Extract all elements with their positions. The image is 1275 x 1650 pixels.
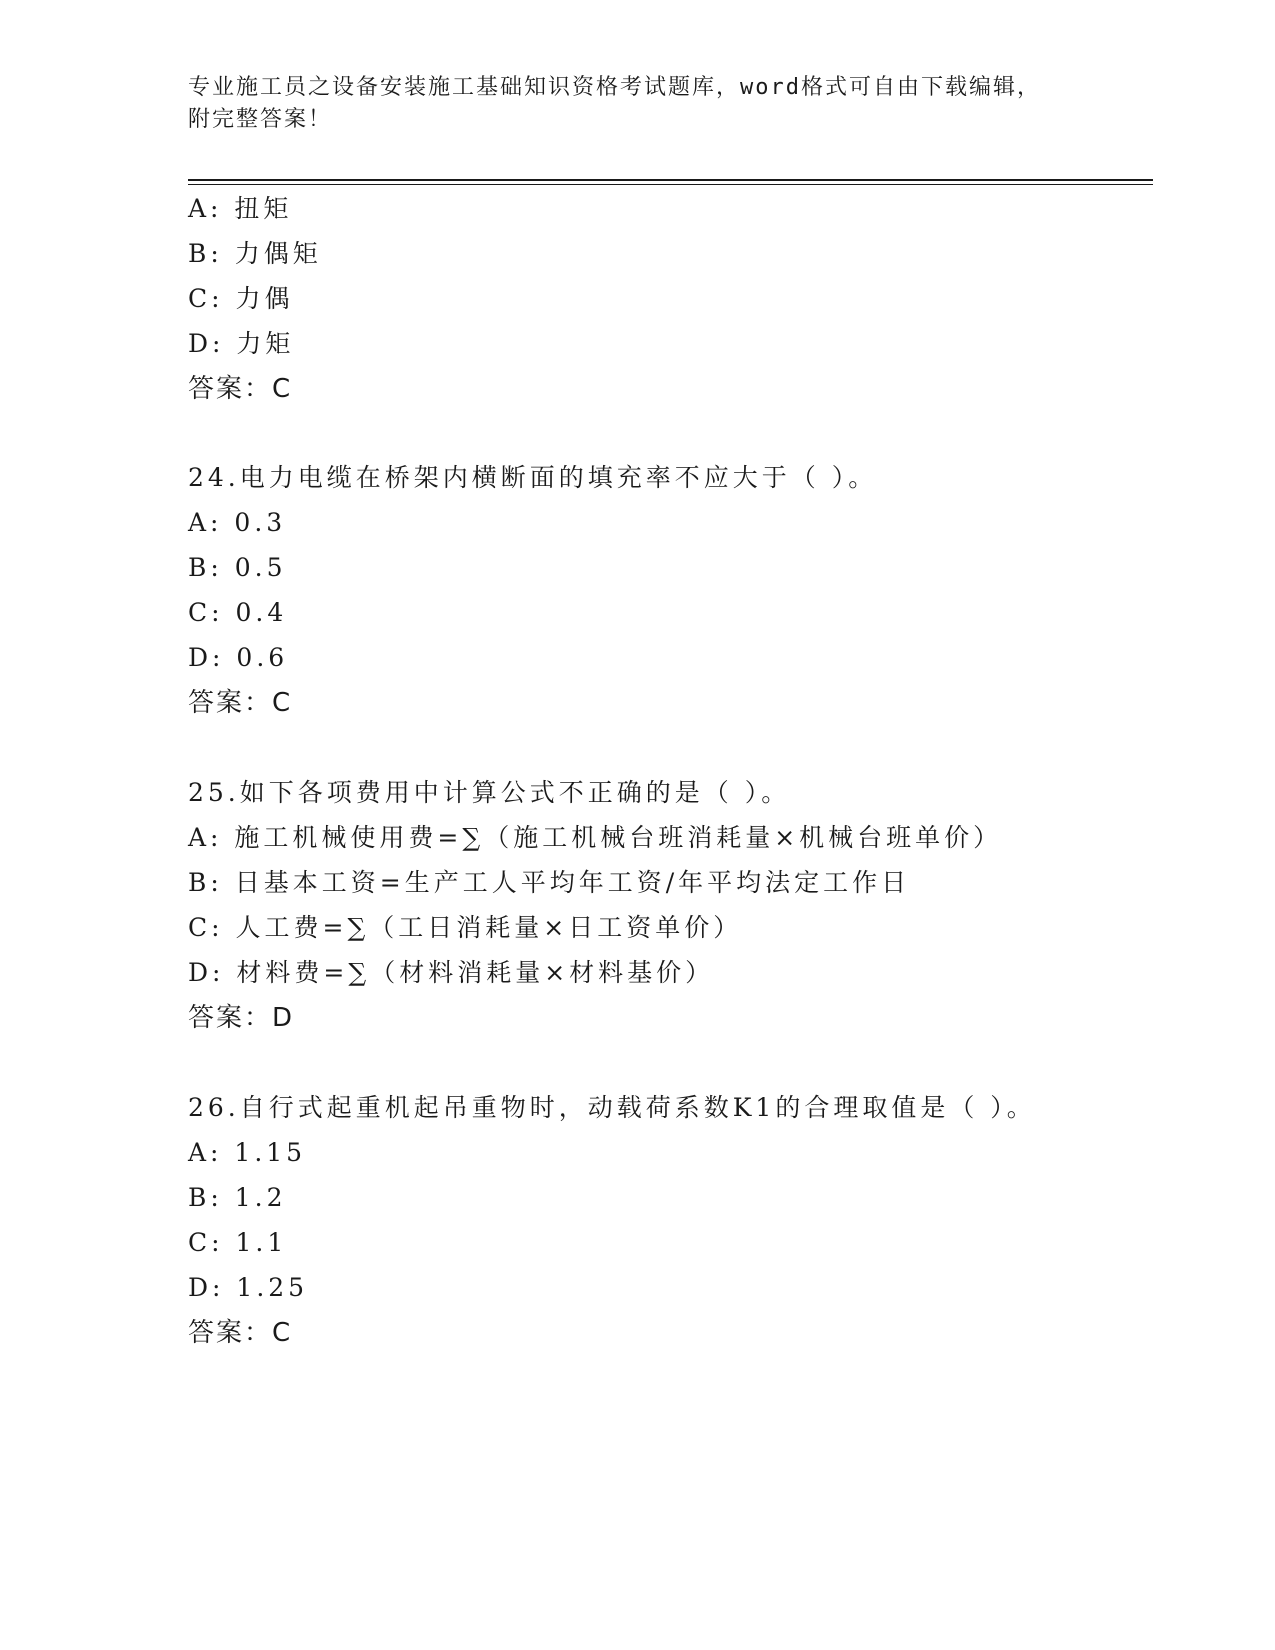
header-line-1: 专业施工员之设备安装施工基础知识资格考试题库，word格式可自由下载编辑， — [188, 75, 1041, 100]
header-line-2: 附完整答案！ — [188, 107, 333, 132]
q26-option-a: A: 1.15 — [188, 1138, 307, 1167]
q23-option-a: A: 扭矩 — [188, 194, 293, 223]
header-divider-thin — [188, 184, 1153, 185]
q24-option-c: C: 0.4 — [188, 598, 288, 627]
q26-answer: 答案：C — [188, 1318, 293, 1348]
q25-option-c: C: 人工费=∑（工日消耗量×日工资单价） — [188, 913, 743, 942]
q26-question: 26.自行式起重机起吊重物时，动载荷系数K1的合理取值是（ ）。 — [188, 1093, 1036, 1122]
q23-answer: 答案：C — [188, 374, 293, 404]
q23-option-c: C: 力偶 — [188, 284, 294, 313]
q25-option-b: B: 日基本工资=生产工人平均年工资/年平均法定工作日 — [188, 868, 911, 897]
q24-question: 24.电力电缆在桥架内横断面的填充率不应大于（ ）。 — [188, 463, 878, 492]
q23-option-d: D: 力矩 — [188, 329, 295, 358]
q26-option-d: D: 1.25 — [188, 1273, 309, 1302]
q24-answer: 答案：C — [188, 688, 293, 718]
q25-question: 25.如下各项费用中计算公式不正确的是（ ）。 — [188, 778, 791, 807]
header-divider-thick — [188, 179, 1153, 181]
q24-option-d: D: 0.6 — [188, 643, 289, 672]
q25-option-a: A: 施工机械使用费=∑（施工机械台班消耗量×机械台班单价） — [188, 823, 1003, 852]
q26-option-c: C: 1.1 — [188, 1228, 288, 1257]
q25-option-d: D: 材料费=∑（材料消耗量×材料基价） — [188, 958, 715, 987]
q24-option-a: A: 0.3 — [188, 508, 287, 537]
q25-answer: 答案：D — [188, 1003, 295, 1033]
q26-option-b: B: 1.2 — [188, 1183, 287, 1212]
document-header — [188, 72, 1088, 136]
q23-option-b: B: 力偶矩 — [188, 239, 322, 268]
q24-option-b: B: 0.5 — [188, 553, 287, 582]
